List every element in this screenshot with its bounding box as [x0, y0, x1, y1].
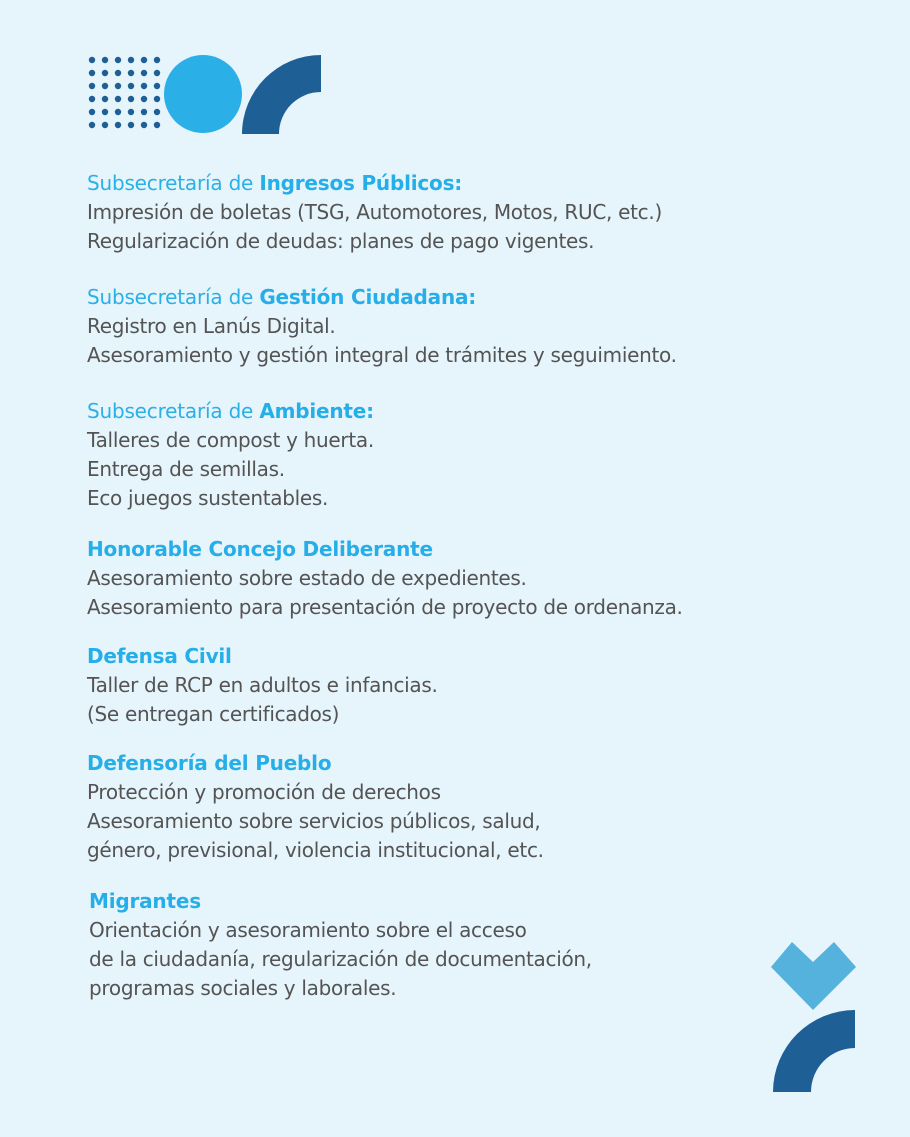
section-line: Asesoramiento y gestión integral de trámites y seguimiento.: [87, 343, 677, 367]
section-line: programas sociales y laborales.: [89, 976, 397, 1000]
section-gestion-ciudadana: [87, 282, 677, 370]
quarter-arc-icon: [242, 55, 321, 134]
section-migrantes: [89, 886, 592, 1003]
section-line: Asesoramiento sobre servicios públicos, salud,: [87, 809, 541, 833]
top-decoration: [86, 52, 326, 136]
section-name: Ambiente:: [259, 399, 374, 423]
section-name: Ingresos Públicos:: [259, 171, 463, 195]
section-line: Orientación y asesoramiento sobre el acceso: [89, 918, 527, 942]
section-line: Talleres de compost y huerta.: [87, 428, 374, 452]
section-name: Gestión Ciudadana:: [259, 285, 477, 309]
section-defensa-civil: [87, 641, 438, 729]
section-line: Taller de RCP en adultos e infancias.: [87, 673, 438, 697]
section-line: Eco juegos sustentables.: [87, 486, 329, 510]
section-concejo-deliberante: [87, 534, 683, 622]
section-line: Impresión de boletas (TSG, Automotores, Motos, RUC, etc.): [87, 200, 662, 224]
section-line: Protección y promoción de derechos: [87, 780, 441, 804]
section-prefix: Subsecretaría de: [87, 171, 260, 195]
bottom-decoration: [770, 940, 860, 1095]
section-line: género, previsional, violencia institucional, etc.: [87, 838, 544, 862]
section-title: [87, 282, 677, 312]
section-name: Migrantes: [89, 889, 201, 913]
dot-grid-icon: [89, 57, 160, 128]
section-prefix: Subsecretaría de: [87, 399, 260, 423]
section-name: Defensa Civil: [87, 644, 232, 668]
section-line: Asesoramiento para presentación de proyecto de ordenanza.: [87, 595, 683, 619]
quarter-arc-icon: [773, 1010, 855, 1092]
section-title: [87, 168, 662, 198]
section-line: Regularización de deudas: planes de pago vigentes.: [87, 229, 595, 253]
section-defensoria-del-pueblo: [87, 748, 544, 865]
circle-icon: [164, 55, 242, 133]
section-line: Asesoramiento sobre estado de expedientes.: [87, 566, 527, 590]
section-name: Defensoría del Pueblo: [87, 751, 332, 775]
section-title: [87, 396, 374, 426]
section-line: (Se entregan certificados): [87, 702, 340, 726]
section-prefix: Subsecretaría de: [87, 285, 260, 309]
section-line: Registro en Lanús Digital.: [87, 314, 336, 338]
chevron-diamond-icon: [771, 942, 856, 1010]
section-ingresos-publicos: [87, 168, 662, 256]
section-line: de la ciudadanía, regularización de documentación,: [89, 947, 592, 971]
section-line: Entrega de semillas.: [87, 457, 285, 481]
section-name: Honorable Concejo Deliberante: [87, 537, 433, 561]
section-ambiente: [87, 396, 374, 513]
